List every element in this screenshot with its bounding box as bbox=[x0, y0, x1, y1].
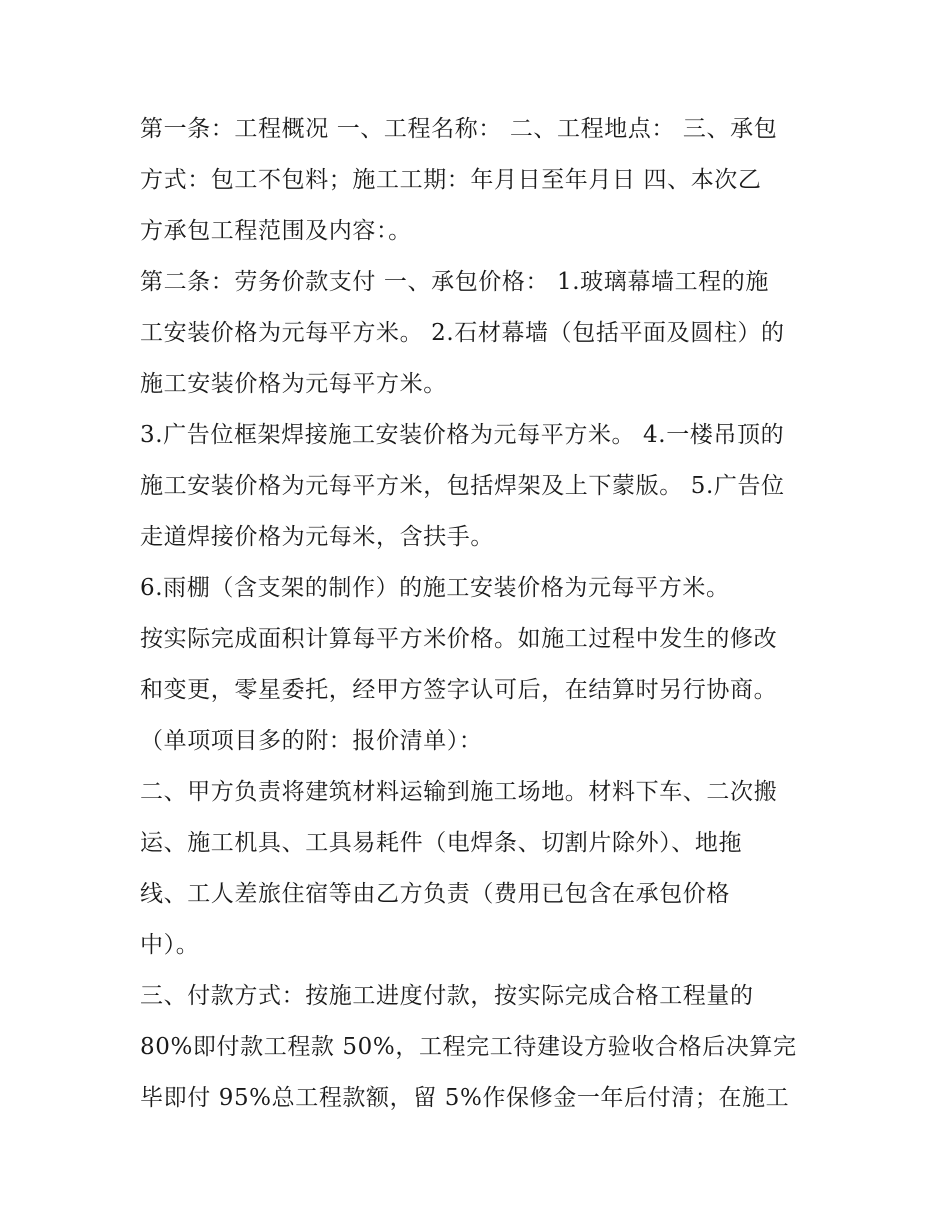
text-line: 施工安装价格为元每平方米。 bbox=[140, 371, 447, 397]
text-line: 施工安装价格为元每平方米，包括焊架及上下蒙版。 5.广告位 bbox=[140, 473, 785, 499]
text-line: 毕即付 95%总工程款额，留 5%作保修金一年后付清；在施工 bbox=[140, 1085, 790, 1111]
text-line: 和变更，零星委托，经甲方签字认可后，在结算时另行协商。 bbox=[140, 677, 778, 703]
text-line: 工安装价格为元每平方米。 2.石材幕墙（包括平面及圆柱）的 bbox=[140, 320, 785, 346]
document-body bbox=[140, 104, 820, 1124]
text-line: 运、施工机具、工具易耗件（电焊条、切割片除外）、地拖 bbox=[140, 830, 743, 856]
text-line: 方承包工程范围及内容：。 bbox=[140, 218, 412, 244]
text-line: 80%即付款工程款 50%，工程完工待建设方验收合格后决算完 bbox=[140, 1034, 797, 1060]
text-line: （单项项目多的附：报价清单）： bbox=[140, 728, 483, 754]
text-line: 3.广告位框架焊接施工安装价格为元每平方米。 4.一楼吊顶的 bbox=[140, 422, 785, 448]
text-line: 第一条：工程概况 一、工程名称： 二、工程地点： 三、承包 bbox=[140, 116, 778, 142]
text-line: 二、甲方负责将建筑材料运输到施工场地。材料下车、二次搬 bbox=[140, 779, 778, 805]
text-line: 第二条：劳务价款支付 一、承包价格： 1.玻璃幕墙工程的施 bbox=[140, 269, 769, 295]
text-line: 线、工人差旅住宿等由乙方负责（费用已包含在承包价格 bbox=[140, 881, 730, 907]
text-line: 6.雨棚（含支架的制作）的施工安装价格为元每平方米。 bbox=[140, 575, 730, 601]
text-line: 走道焊接价格为元每米，含扶手。 bbox=[140, 524, 494, 550]
text-line: 方式：包工不包料；施工工期：年月日至年月日 四、本次乙 bbox=[140, 167, 762, 193]
text-line: 按实际完成面积计算每平方米价格。如施工过程中发生的修改 bbox=[140, 626, 778, 652]
text-line: 三、付款方式：按施工进度付款，按实际完成合格工程量的 bbox=[140, 983, 754, 1009]
text-line: 中）。 bbox=[140, 932, 200, 958]
